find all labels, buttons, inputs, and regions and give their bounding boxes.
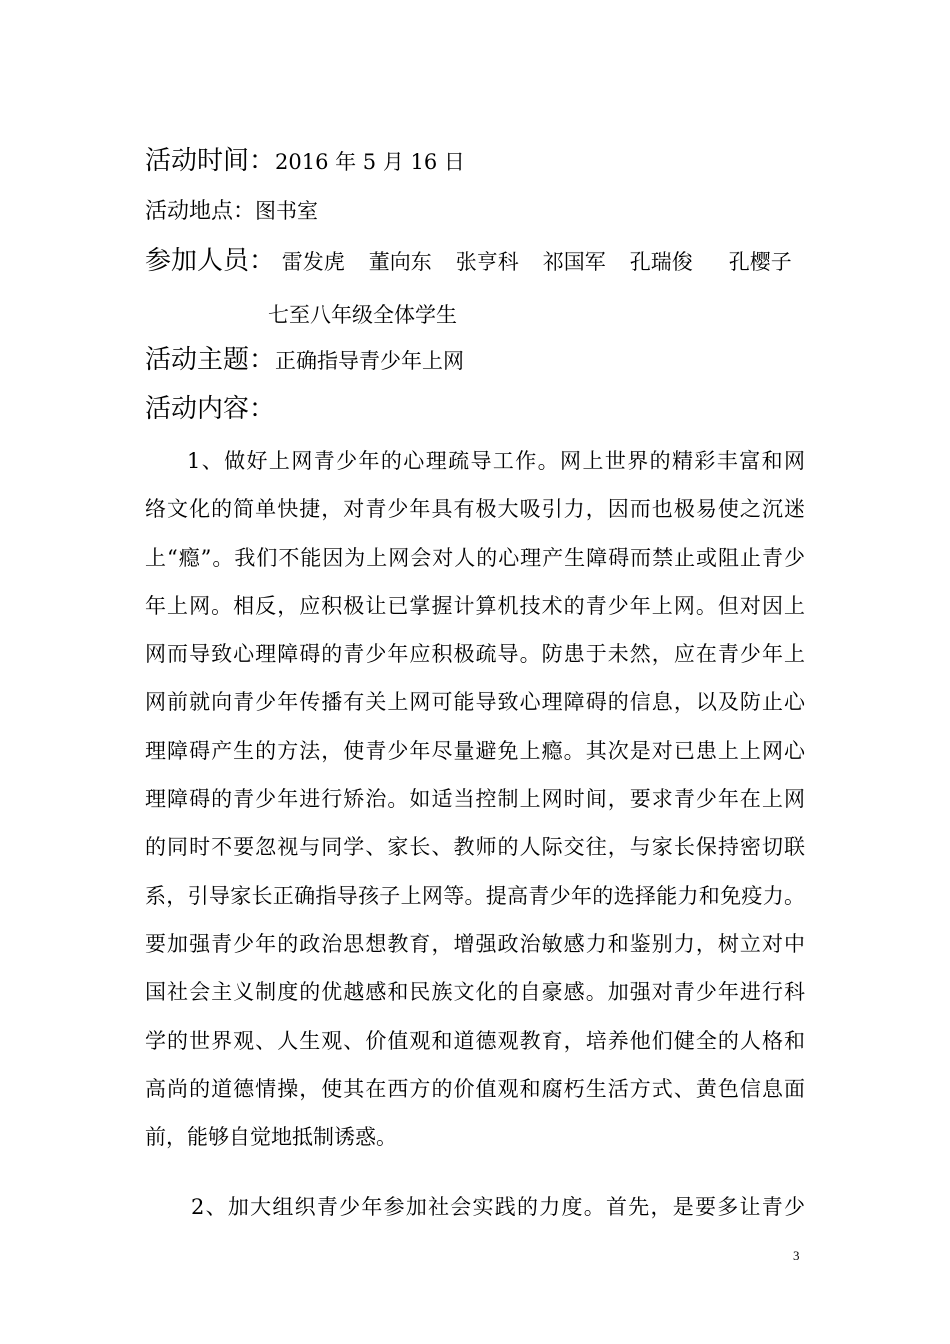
paragraph-line: 1、做好上网青少年的心理疏导工作。网上世界的精彩丰富和网 xyxy=(187,449,805,473)
activity-place-row xyxy=(145,201,318,223)
paragraph-line: 系，引导家长正确指导孩子上网等。提高青少年的选择能力和免疫力。 xyxy=(145,883,805,908)
activity-place-value: 图书室 xyxy=(255,199,319,223)
paragraph-line: 年上网。相反，应积极让已掌握计算机技术的青少年上网。但对因上 xyxy=(145,593,805,618)
participant-name: 孔瑞俊 xyxy=(629,250,693,274)
paragraph-line: 高尚的道德情操，使其在西方的价值观和腐朽生活方式、黄色信息面 xyxy=(145,1076,805,1101)
activity-content-label: 活动内容： xyxy=(145,394,276,424)
activity-theme-value: 正确指导青少年上网 xyxy=(275,349,465,373)
activity-content-row xyxy=(145,396,275,422)
participant-name: 张亨科 xyxy=(455,250,519,274)
paragraph-line: 网而导致心理障碍的青少年应积极疏导。防患于未然，应在青少年上 xyxy=(145,642,805,667)
paragraph-line: 理障碍的青少年进行矫治。如适当控制上网时间，要求青少年在上网 xyxy=(145,787,805,812)
paragraph-1 xyxy=(145,444,805,1168)
participants-extra: 七至八年级全体学生 xyxy=(268,303,457,327)
paragraph-line: 学的世界观、人生观、价值观和道德观教育，培养他们健全的人格和 xyxy=(145,1028,805,1053)
participants-label: 参加人员： xyxy=(145,246,276,276)
participant-name: 孔樱子 xyxy=(728,250,792,274)
activity-theme-label: 活动主题： xyxy=(145,345,276,375)
activity-theme-row xyxy=(145,347,464,373)
paragraph-line: 要加强青少年的政治思想教育，增强政治敏感力和鉴别力，树立对中 xyxy=(145,931,805,956)
paragraph-line: 的同时不要忽视与同学、家长、教师的人际交往，与家长保持密切联 xyxy=(145,835,805,860)
participant-name: 董向东 xyxy=(368,250,432,274)
paragraph-line: 2、加大组织青少年参加社会实践的力度。首先，是要多让青少 xyxy=(191,1195,805,1219)
paragraph-line: 上“瘾”。我们不能因为上网会对人的心理产生障碍而禁止或阻止青少 xyxy=(145,545,805,570)
page-number: 3 xyxy=(793,1248,800,1263)
participant-name: 雷发虎 xyxy=(281,250,345,274)
activity-time-row xyxy=(145,148,465,174)
paragraph-line: 理障碍产生的方法，使青少年尽量避免上瘾。其次是对已患上上网心 xyxy=(145,738,805,763)
participant-name: 祁国军 xyxy=(542,250,606,274)
participants-list xyxy=(275,250,792,274)
paragraph-2 xyxy=(145,1190,805,1224)
activity-place-label: 活动地点： xyxy=(145,199,256,224)
paragraph-line: 前，能够自觉地抵制诱惑。 xyxy=(145,1125,397,1150)
activity-time-value: 2016 年 5 月 16 日 xyxy=(275,150,465,174)
paragraph-line: 网前就向青少年传播有关上网可能导致心理障碍的信息，以及防止心 xyxy=(145,690,805,715)
paragraph-line: 国社会主义制度的优越感和民族文化的自豪感。加强对青少年进行科 xyxy=(145,980,805,1005)
paragraph-line: 络文化的简单快捷，对青少年具有极大吸引力，因而也极易使之沉迷 xyxy=(145,497,805,522)
activity-time-label: 活动时间： xyxy=(145,146,276,176)
participants-row xyxy=(145,248,792,274)
